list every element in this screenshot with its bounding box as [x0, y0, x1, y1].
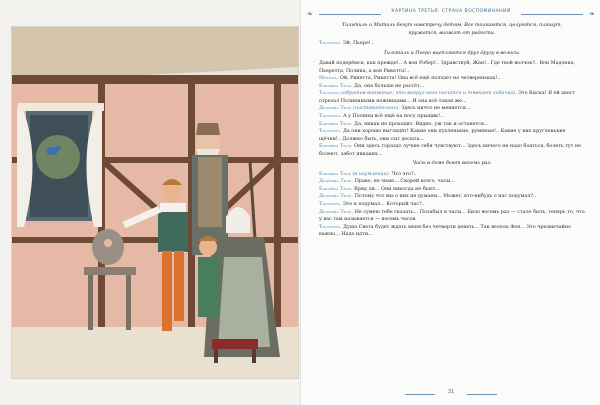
line-text: Вряд ли... Они никогда не бьют... [352, 185, 440, 192]
speaker-remark: (наставительно). [351, 105, 400, 112]
line-text: Что это?.. [390, 170, 417, 177]
speaker-remark: (обратив внимание, что вокруг него носится и тявкает собачка). [339, 90, 517, 97]
stage-direction: Тильтиль и Пьеро вцепляются друг другу в волосы. [383, 49, 521, 56]
dialogue-line [319, 75, 585, 83]
running-header [307, 9, 595, 19]
speaker-name: Дедушка Тиль [319, 105, 352, 112]
stage-direction: Тильтиль и Митиль бегут навстречу детям. Все толкаются, целуются, пляшут, кружатся, визжат от радости. [341, 22, 563, 36]
dialogue-line [319, 128, 585, 143]
right-page [300, 0, 600, 405]
page-footer [301, 389, 600, 399]
line-text: Они здесь гораздо лучше себя чувствуют... Здесь ничего не надо бояться, болеть тут не болеют, забот никаких... [319, 143, 581, 157]
running-title: КАРТИНА ТРЕТЬЯ. СТРАНА ВОСПОМИНАНИЙ [307, 9, 595, 14]
ornament-right-icon: ❧ [589, 10, 595, 18]
line-text: Это я подумал... Который час?.. [341, 201, 425, 208]
header-rule-right [521, 14, 583, 15]
line-text: Давай подерёмся, как прежде!.. А вон Робер!.. Здравствуй, Жан!.. Где твой волчок?.. Вон Мадлена, Пьеретта, Полина, а вон Рикетта!.. [319, 60, 576, 74]
dialogue-line [319, 193, 585, 201]
dialogue-line [319, 60, 585, 75]
line-text: Право, не знаю... Скорей всего, часы... [353, 178, 455, 185]
footer-rule-left [405, 394, 435, 395]
speaker-name: Дедушка Тиль. [319, 178, 354, 185]
line-text: А у Полины всё ещё на носу прыщик!.. [341, 113, 444, 120]
speaker-name: Бабушка Тиль [319, 170, 351, 177]
speaker-name: Бабушка Тиль. [319, 120, 353, 127]
speaker-name: Тильтиль. [319, 223, 342, 230]
dialogue-line [319, 40, 585, 48]
dialogue-line [319, 171, 585, 179]
line-text: Эй, Пьеро!.. [341, 40, 374, 47]
line-text: Да, никак не проходит. Видно, уж так и останется... [352, 120, 489, 127]
speaker-name: Дедушка Тиль. [319, 193, 354, 200]
speaker-remark: (в изумлении). [350, 170, 391, 177]
line-text: Это Киска! Я ей хвост отрезал Полиниными ножницами... И она всё такая же... [319, 90, 575, 104]
dialogue-line [319, 90, 585, 105]
page-number: 31 [447, 389, 455, 395]
dialogue-line [319, 113, 585, 121]
speaker-name: Митиль. [319, 75, 339, 82]
dialogue-line [319, 121, 585, 129]
line-text: Да они хорошо выглядят! Какие они пухленькие, румяные!.. Какие у них кругленькие щёчки!.. Должно быть, они сыт досыта... [319, 128, 566, 142]
speaker-name: Тильтиль. [319, 201, 342, 208]
line-text: Не сумею тебе сказать... Позабыл я часы... Било восемь раз — стало быть, теперь то, что у вас там называется — восемь часов. [319, 208, 585, 223]
dialogue-line [319, 201, 585, 209]
stage-direction: Часы в доме бьют восемь раз. [412, 160, 492, 167]
dialogue-line [319, 143, 585, 158]
speaker-name: Дедушка Тиль. [319, 208, 354, 215]
line-text: Да, она больше не растёт... [352, 82, 425, 89]
line-text: Здесь ничто не меняется... [399, 105, 471, 112]
line-text: Ой, Рикетта, Рикетта! Она всё ещё ползает на четвереньках!.. [338, 75, 501, 82]
speaker-name: Бабушка Тиль. [319, 143, 353, 150]
ornament-left-icon: ❧ [307, 10, 313, 18]
line-text: Душа Света будет ждать меня без четверти девять... Так велела Фея... Это чрезвычайно важно... Надо идти... [319, 223, 572, 238]
speaker-name: Бабушка Тиль. [319, 185, 353, 192]
dialogue-line [319, 224, 585, 239]
dialogue-line [319, 105, 585, 113]
illustration [11, 26, 299, 379]
play-text [319, 22, 585, 378]
speaker-name: Тильтиль. [319, 113, 342, 120]
speaker-name: Тильтиль. [319, 128, 342, 135]
dialogue-line [319, 178, 585, 186]
speaker-name: Бабушка Тиль. [319, 82, 353, 89]
line-text: Потому что мы о них не думаем... Может, кто-нибудь о нас подумал?.. [353, 193, 536, 200]
dialogue-line [319, 209, 585, 224]
speaker-name: Тильтиль [319, 90, 340, 97]
speaker-name: Тильтиль. [319, 40, 342, 47]
illustration-family-scene-icon [12, 27, 298, 378]
footer-rule-right [467, 394, 497, 395]
